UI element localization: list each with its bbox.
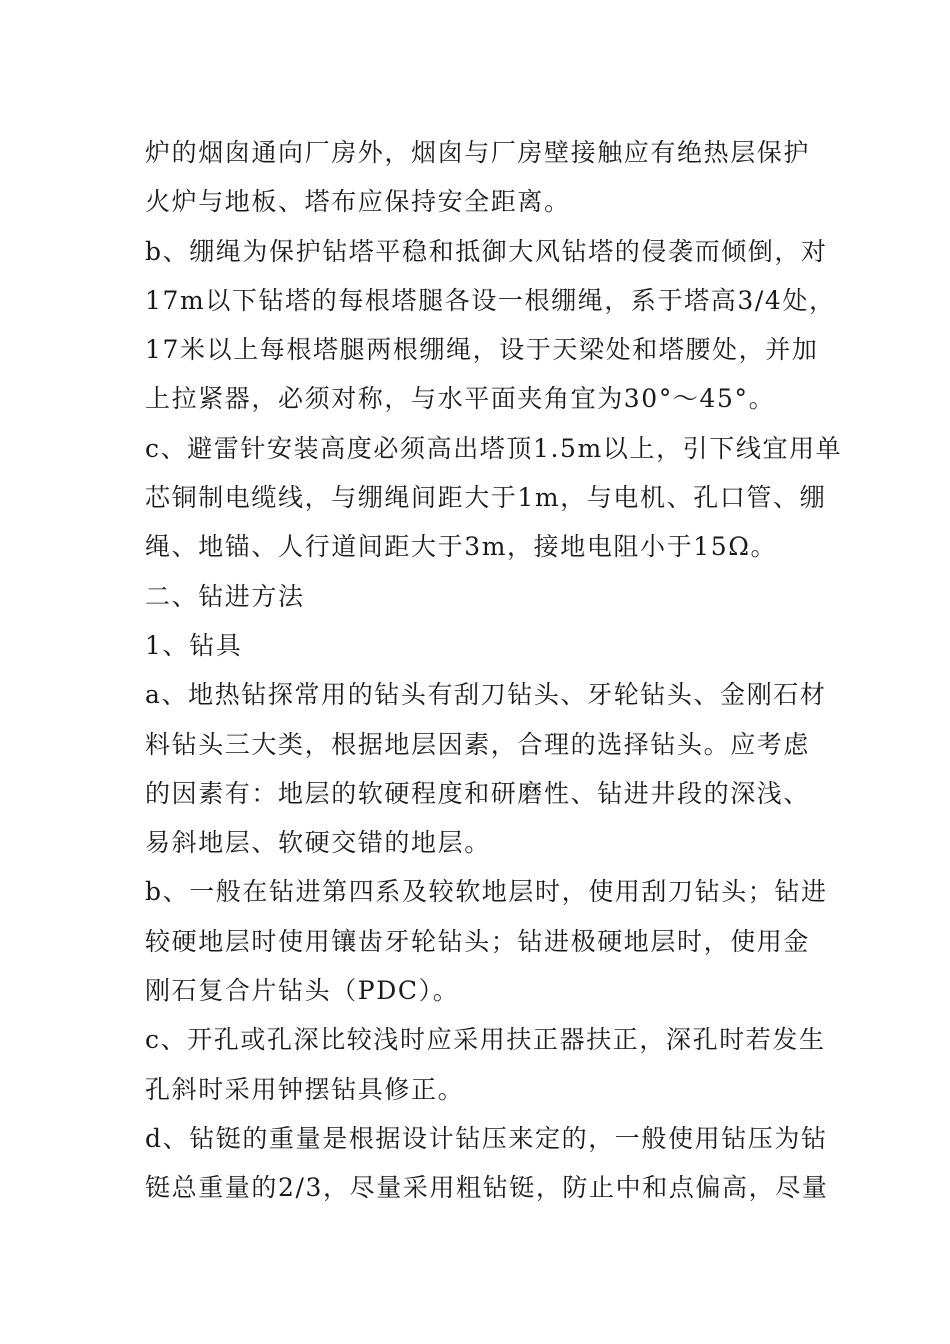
text-line: b、绷绳为保护钻塔平稳和抵御大风钻塔的侵袭而倾倒，对 [145, 236, 828, 266]
text-line: 料钻头三大类，根据地层因素，合理的选择钻头。应考虑 [145, 729, 811, 759]
document-body [145, 128, 843, 1213]
text-line: d、钻铤的重量是根据设计钻压来定的，一般使用钻压为钻 [145, 1123, 828, 1153]
text-line: 易斜地层、软硬交错的地层。 [145, 828, 491, 858]
text-line: 孔斜时采用钟摆钻具修正。 [145, 1074, 465, 1104]
text-line: b、一般在钻进第四系及较软地层时，使用刮刀钻头；钻进 [145, 877, 828, 907]
text-line: c、开孔或孔深比较浅时应采用扶正器扶正，深孔时若发生 [145, 1025, 826, 1055]
text-line: 炉的烟囱通向厂房外，烟囱与厂房壁接触应有绝热层保护 [145, 138, 811, 167]
text-line: 17米以上每根塔腿两根绷绳，设于天梁处和塔腰处，并加 [145, 335, 819, 365]
text-line: 芯铜制电缆线，与绷绳间距大于1m，与电机、孔口管、绷 [145, 483, 827, 513]
text-line: a、地热钻探常用的钻头有刮刀钻头、牙轮钻头、金刚石材 [145, 680, 827, 710]
text-line: 铤总重量的2/3，尽量采用粗钻铤，防止中和点偏高，尽量 [145, 1173, 829, 1203]
text-line: 17m以下钻塔的每根塔腿各设一根绷绳，系于塔高3/4处， [145, 285, 836, 315]
text-line: 较硬地层时使用镶齿牙轮钻头；钻进极硬地层时，使用金 [145, 926, 811, 956]
text-line: 上拉紧器，必须对称，与水平面夹角宜为30°～45°。 [145, 384, 776, 414]
text-line: 的因素有：地层的软硬程度和研磨性、钻进井段的深浅、 [145, 778, 811, 808]
text-line: 火炉与地板、塔布应保持安全距离。 [145, 187, 571, 217]
text-line: 刚石复合片钻头（PDC）。 [145, 976, 460, 1006]
text-line: c、避雷针安装高度必须高出塔顶1.5m以上，引下线宜用单 [145, 433, 843, 463]
text-line: 绳、地锚、人行道间距大于3m，接地电阻小于15Ω。 [145, 532, 778, 562]
subsection-heading: 1、钻具 [145, 630, 243, 660]
section-heading: 二、钻进方法 [145, 581, 305, 611]
